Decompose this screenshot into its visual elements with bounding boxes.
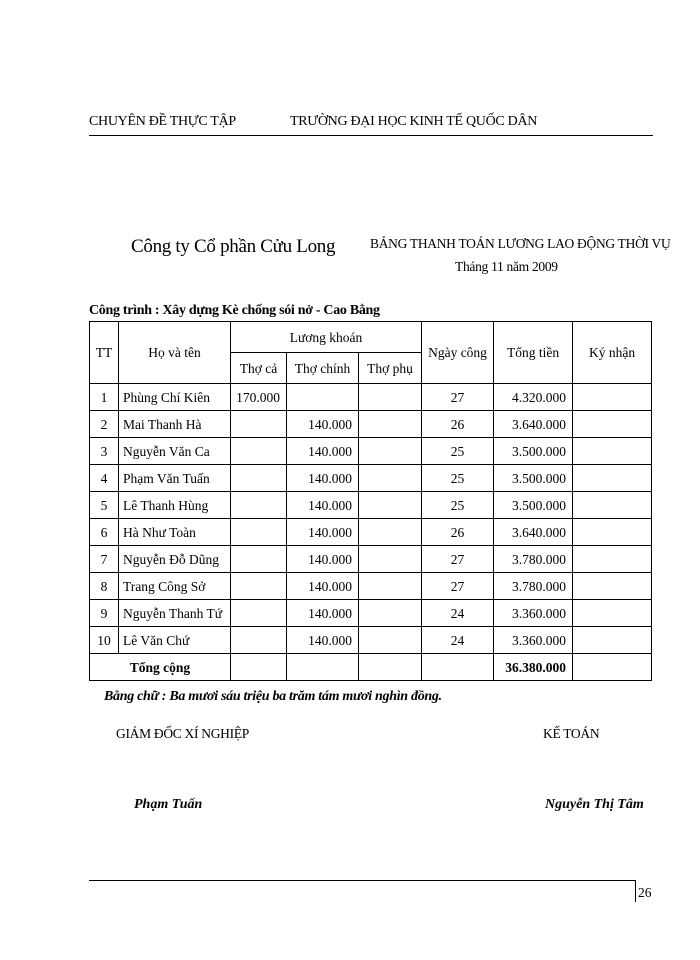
cell-total: 4.320.000: [494, 384, 573, 411]
cell-tho-ca: [231, 465, 287, 492]
cell-tho-chinh: 140.000: [287, 465, 359, 492]
table-row: [90, 573, 652, 600]
cell-tho-ca: [231, 519, 287, 546]
company-name: Công ty Cổ phần Cửu Long: [131, 236, 336, 257]
cell-tho-phu: [359, 546, 422, 573]
accountant-name: Nguyễn Thị Tâm: [545, 797, 644, 812]
table-row: [90, 627, 652, 654]
header-divider: [89, 135, 653, 136]
cell-tho-chinh: 140.000: [287, 546, 359, 573]
cell-days: 25: [422, 465, 494, 492]
cell-tt: 8: [90, 573, 119, 600]
cell-tho-ca: [231, 573, 287, 600]
cell-tt: 10: [90, 627, 119, 654]
cell-tho-phu: [359, 492, 422, 519]
cell-days: 25: [422, 438, 494, 465]
header-left-title: CHUYÊN ĐỀ THỰC TẬP: [89, 114, 236, 129]
cell-sign: [573, 492, 652, 519]
total-row: [90, 654, 652, 681]
cell-sign: [573, 411, 652, 438]
cell-days: 26: [422, 519, 494, 546]
cell-name: Phùng Chí Kiên: [119, 384, 231, 411]
cell-tho-chinh: 140.000: [287, 600, 359, 627]
cell-tho-phu: [359, 573, 422, 600]
col-header-name: Họ và tên: [119, 322, 231, 384]
col-header-days: Ngày công: [422, 322, 494, 384]
cell-tho-ca: [231, 438, 287, 465]
cell-total: 3.640.000: [494, 519, 573, 546]
cell-total: 3.780.000: [494, 546, 573, 573]
cell-days: 24: [422, 627, 494, 654]
cell-tho-phu: [359, 627, 422, 654]
total-days: [422, 654, 494, 681]
cell-tho-phu: [359, 600, 422, 627]
director-title: GIÁM ĐỐC XÍ NGHIỆP: [116, 726, 249, 741]
cell-tho-chinh: 140.000: [287, 492, 359, 519]
col-header-tho-ca: Thợ cả: [231, 353, 287, 384]
cell-sign: [573, 438, 652, 465]
cell-tho-ca: [231, 492, 287, 519]
payroll-body: [90, 384, 652, 681]
cell-tho-chinh: 140.000: [287, 438, 359, 465]
cell-name: Lê Thanh Hùng: [119, 492, 231, 519]
table-row: [90, 546, 652, 573]
total-tho-phu: [359, 654, 422, 681]
accountant-title: KẾ TOÁN: [543, 726, 600, 741]
total-tho-ca: [231, 654, 287, 681]
cell-total: 3.500.000: [494, 465, 573, 492]
cell-sign: [573, 465, 652, 492]
table-row: [90, 519, 652, 546]
cell-tt: 4: [90, 465, 119, 492]
cell-name: Nguyễn Thanh Tứ: [119, 600, 231, 627]
cell-tt: 2: [90, 411, 119, 438]
cell-tho-chinh: 140.000: [287, 519, 359, 546]
footer-divider: [89, 880, 635, 881]
cell-total: 3.360.000: [494, 627, 573, 654]
cell-tho-ca: [231, 627, 287, 654]
cell-total: 3.780.000: [494, 573, 573, 600]
cell-tt: 3: [90, 438, 119, 465]
table-row: [90, 411, 652, 438]
cell-tho-phu: [359, 519, 422, 546]
sheet-title: BẢNG THANH TOÁN LƯƠNG LAO ĐỘNG THỜI VỤ: [370, 236, 671, 251]
total-value: 36.380.000: [494, 654, 573, 681]
total-label: Tổng cộng: [90, 654, 231, 681]
cell-tho-chinh: 140.000: [287, 411, 359, 438]
cell-sign: [573, 600, 652, 627]
cell-tho-phu: [359, 465, 422, 492]
cell-tho-phu: [359, 438, 422, 465]
table-row: [90, 600, 652, 627]
cell-name: Nguyễn Đỗ Dũng: [119, 546, 231, 573]
cell-total: 3.360.000: [494, 600, 573, 627]
cell-days: 25: [422, 492, 494, 519]
project-label: Công trình : Xây dựng Kè chống sói nở - Cao Bằng: [89, 303, 380, 318]
cell-days: 27: [422, 384, 494, 411]
cell-name: Mai Thanh Hà: [119, 411, 231, 438]
col-header-group: Lương khoán: [231, 322, 422, 353]
table-row: [90, 384, 652, 411]
cell-tho-ca: [231, 546, 287, 573]
total-tho-chinh: [287, 654, 359, 681]
cell-name: Lê Văn Chứ: [119, 627, 231, 654]
cell-name: Trang Công Sở: [119, 573, 231, 600]
payroll-table: [89, 321, 652, 681]
col-header-tt: TT: [90, 322, 119, 384]
cell-name: Hà Như Toàn: [119, 519, 231, 546]
cell-sign: [573, 519, 652, 546]
cell-tt: 1: [90, 384, 119, 411]
cell-tt: 5: [90, 492, 119, 519]
amount-in-words: Bằng chữ : Ba mươi sáu triệu ba trăm tám mươi nghìn đồng.: [104, 689, 442, 704]
cell-tho-phu: [359, 384, 422, 411]
col-header-tho-phu: Thợ phụ: [359, 353, 422, 384]
cell-total: 3.500.000: [494, 438, 573, 465]
cell-sign: [573, 573, 652, 600]
cell-tho-ca: [231, 600, 287, 627]
cell-tho-chinh: 140.000: [287, 573, 359, 600]
cell-tho-ca: [231, 411, 287, 438]
total-sign: [573, 654, 652, 681]
footer-vertical-divider: [635, 880, 636, 902]
cell-sign: [573, 384, 652, 411]
cell-tho-chinh: [287, 384, 359, 411]
cell-total: 3.500.000: [494, 492, 573, 519]
cell-tt: 6: [90, 519, 119, 546]
header-right-title: TRƯỜNG ĐẠI HỌC KINH TẾ QUỐC DÂN: [290, 114, 538, 129]
cell-tt: 9: [90, 600, 119, 627]
cell-sign: [573, 627, 652, 654]
col-header-sign: Ký nhận: [573, 322, 652, 384]
cell-days: 26: [422, 411, 494, 438]
cell-tho-chinh: 140.000: [287, 627, 359, 654]
cell-tt: 7: [90, 546, 119, 573]
cell-days: 24: [422, 600, 494, 627]
cell-name: Nguyễn Văn Ca: [119, 438, 231, 465]
col-header-total: Tổng tiền: [494, 322, 573, 384]
col-header-tho-chinh: Thợ chính: [287, 353, 359, 384]
cell-days: 27: [422, 546, 494, 573]
cell-sign: [573, 546, 652, 573]
sheet-month: Tháng 11 năm 2009: [455, 259, 558, 274]
cell-total: 3.640.000: [494, 411, 573, 438]
cell-name: Phạm Văn Tuấn: [119, 465, 231, 492]
table-row: [90, 438, 652, 465]
table-row: [90, 465, 652, 492]
director-name: Phạm Tuấn: [134, 797, 203, 812]
page-number: 26: [638, 885, 652, 900]
cell-tho-phu: [359, 411, 422, 438]
table-row: [90, 492, 652, 519]
cell-tho-ca: 170.000: [231, 384, 287, 411]
cell-days: 27: [422, 573, 494, 600]
